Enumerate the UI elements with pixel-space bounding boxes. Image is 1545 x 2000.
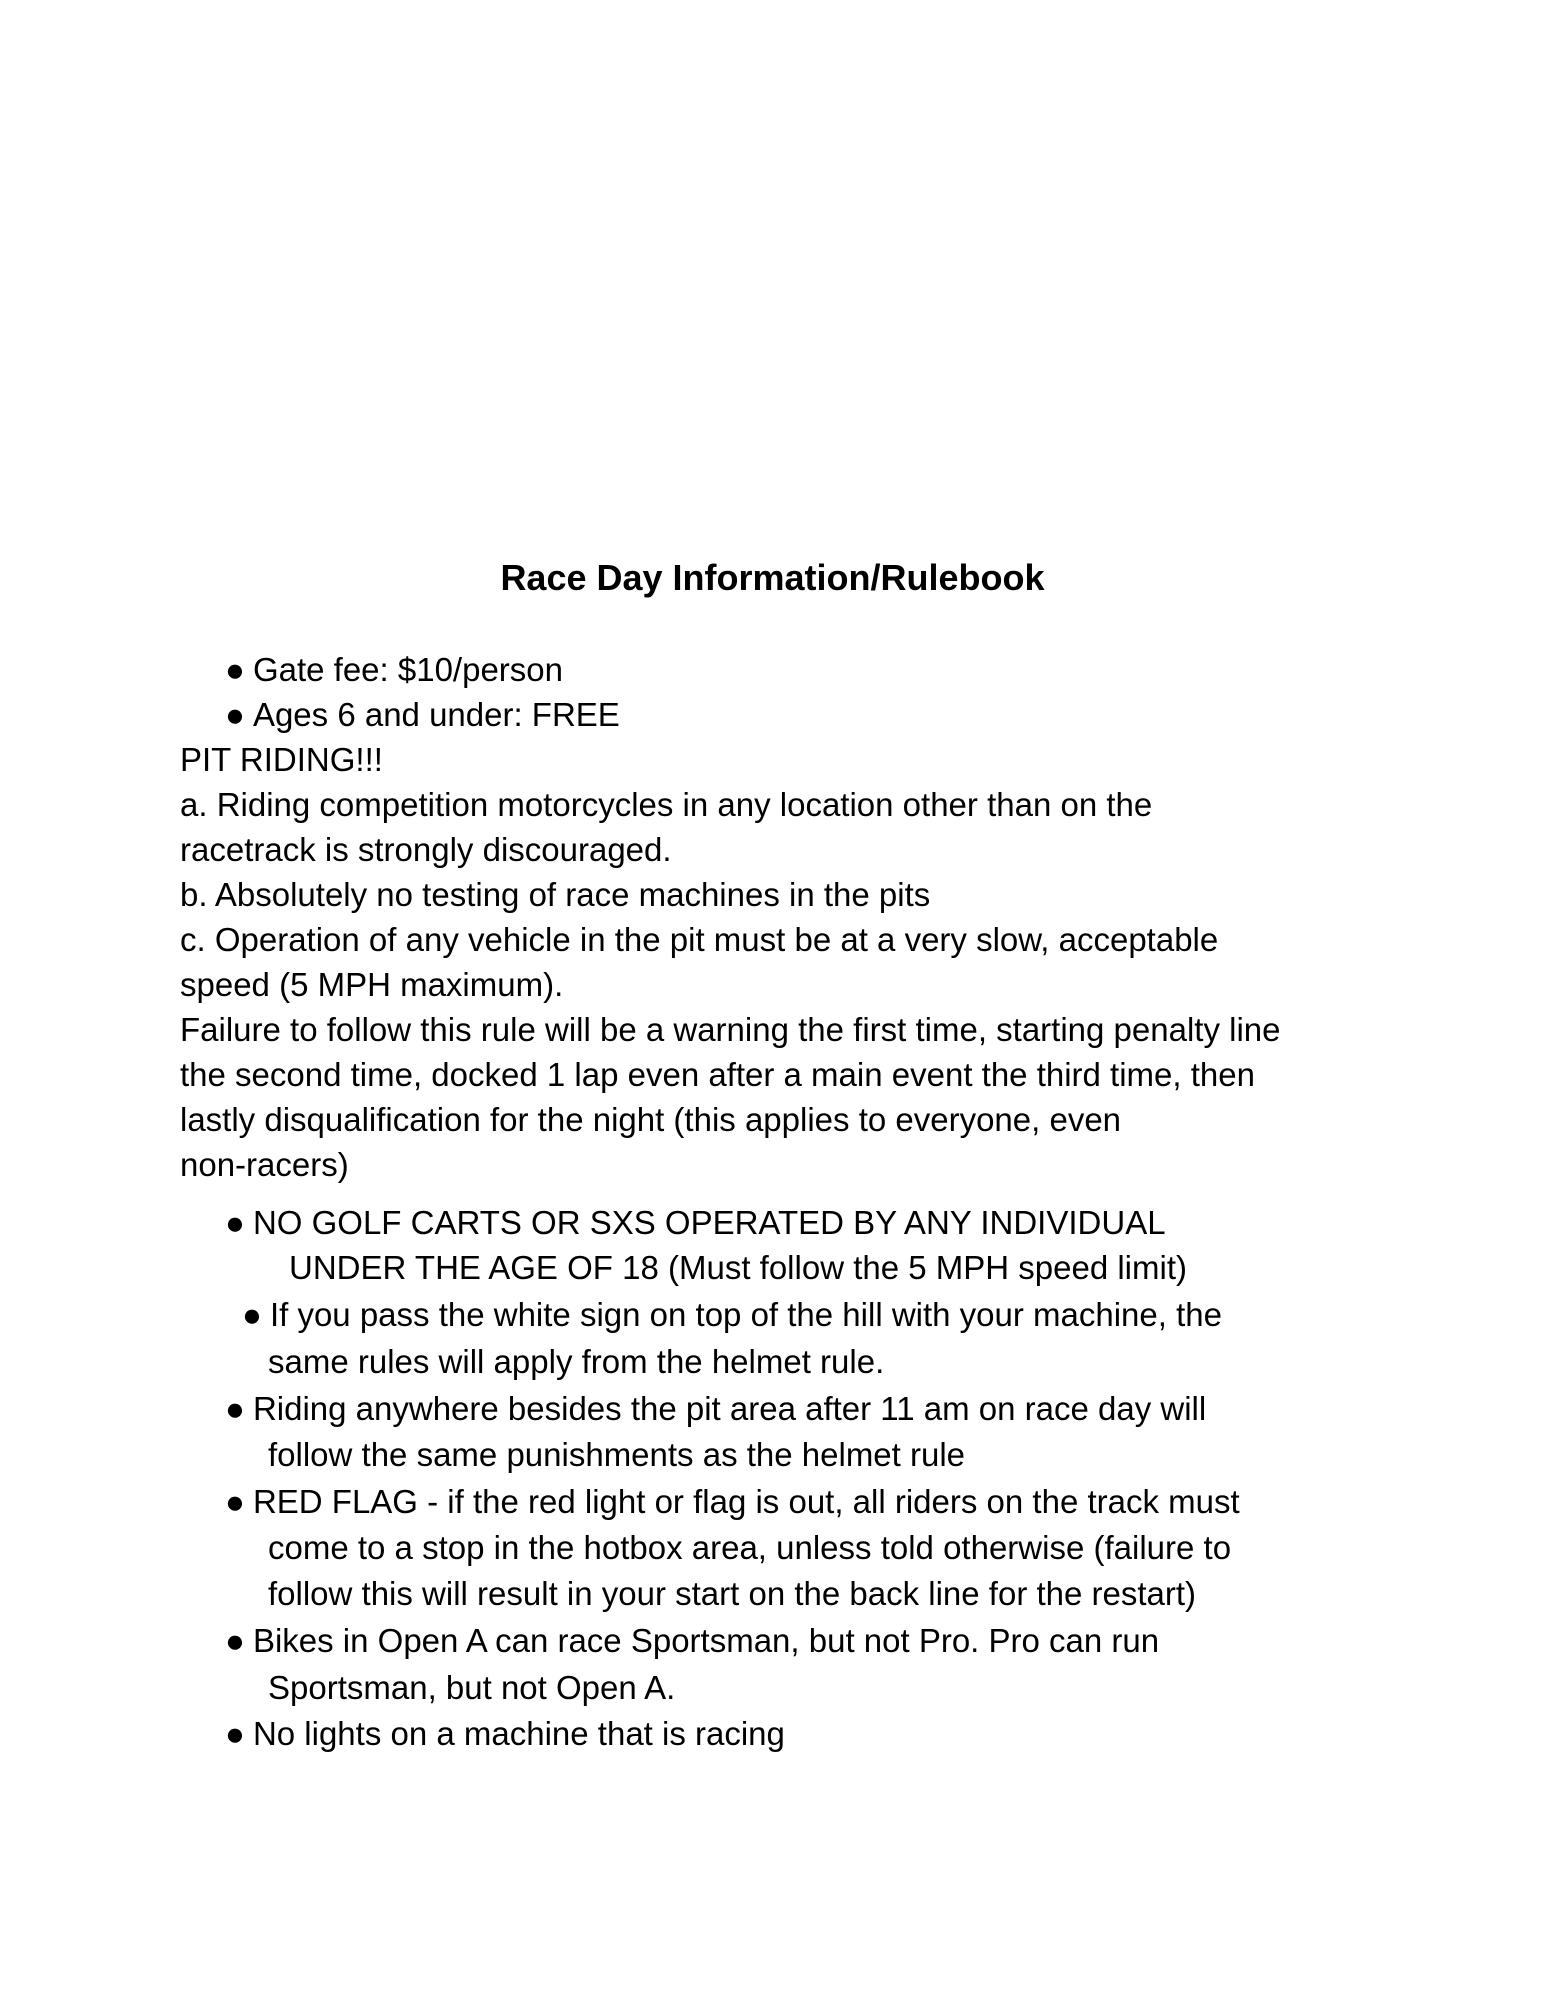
rule-a-line2: racetrack is strongly discouraged.	[180, 831, 672, 868]
list-item-text: Bikes in Open A can race Sportsman, but not Pro. Pro can run	[252, 1622, 1160, 1659]
bullet-icon: ●	[225, 651, 245, 688]
rule-riding-anywhere-line1	[225, 1389, 1206, 1429]
rule-c-line1: c. Operation of any vehicle in the pit must be at a very slow, acceptable	[180, 921, 1219, 958]
rule-open-a-line2: Sportsman, but not Open A.	[268, 1669, 676, 1706]
bullet-icon: ●	[242, 1296, 262, 1333]
list-item-text: Ages 6 and under: FREE	[252, 696, 620, 733]
list-item-text: If you pass the white sign on top of the hill with your machine, the	[269, 1296, 1222, 1333]
list-item-text: Riding anywhere besides the pit area after 11 am on race day will	[252, 1390, 1207, 1427]
rule-red-flag-line2: come to a stop in the hotbox area, unless told otherwise (failure to	[268, 1529, 1232, 1566]
list-item-text: RED FLAG - if the red light or flag is out, all riders on the track must	[252, 1483, 1240, 1520]
rule-golf-carts-line1	[225, 1203, 1166, 1243]
bullet-icon: ●	[225, 1390, 245, 1427]
bullet-icon: ●	[225, 1622, 245, 1659]
rule-open-a-line1	[225, 1621, 1159, 1661]
penalty-line1: Failure to follow this rule will be a warning the first time, starting penalty line	[180, 1011, 1281, 1048]
list-item-gate-fee	[225, 650, 563, 690]
bullet-icon: ●	[225, 1715, 245, 1752]
rule-red-flag-line3: follow this will result in your start on the back line for the restart)	[268, 1575, 1197, 1612]
pit-riding-heading: PIT RIDING!!!	[180, 741, 383, 778]
penalty-line2: the second time, docked 1 lap even after a main event the third time, then	[180, 1056, 1255, 1093]
rule-no-lights	[225, 1714, 785, 1754]
rule-riding-anywhere-line2: follow the same punishments as the helmet rule	[268, 1436, 966, 1473]
rule-white-sign-line2: same rules will apply from the helmet rule.	[268, 1343, 885, 1380]
list-item-text: NO GOLF CARTS OR SXS OPERATED BY ANY INDIVIDUAL	[252, 1204, 1166, 1241]
rule-white-sign-line1	[242, 1295, 1222, 1335]
list-item-text: No lights on a machine that is racing	[252, 1715, 785, 1752]
list-item-text: Gate fee: $10/person	[252, 651, 563, 688]
rule-c-line2: speed (5 MPH maximum).	[180, 966, 564, 1003]
penalty-line4: non-racers)	[180, 1146, 349, 1183]
rule-a-line1: a. Riding competition motorcycles in any location other than on the	[180, 786, 1153, 823]
bullet-icon: ●	[225, 1483, 245, 1520]
page-title: Race Day Information/Rulebook	[500, 557, 1045, 598]
list-item-ages-free	[225, 695, 620, 735]
bullet-icon: ●	[225, 696, 245, 733]
rule-golf-carts-line2: UNDER THE AGE OF 18 (Must follow the 5 MPH speed limit)	[289, 1249, 1187, 1286]
bullet-icon: ●	[225, 1204, 245, 1241]
rule-red-flag-line1	[225, 1482, 1240, 1522]
penalty-line3: lastly disqualification for the night (this applies to everyone, even	[180, 1101, 1122, 1138]
rule-b: b. Absolutely no testing of race machines in the pits	[180, 876, 931, 913]
